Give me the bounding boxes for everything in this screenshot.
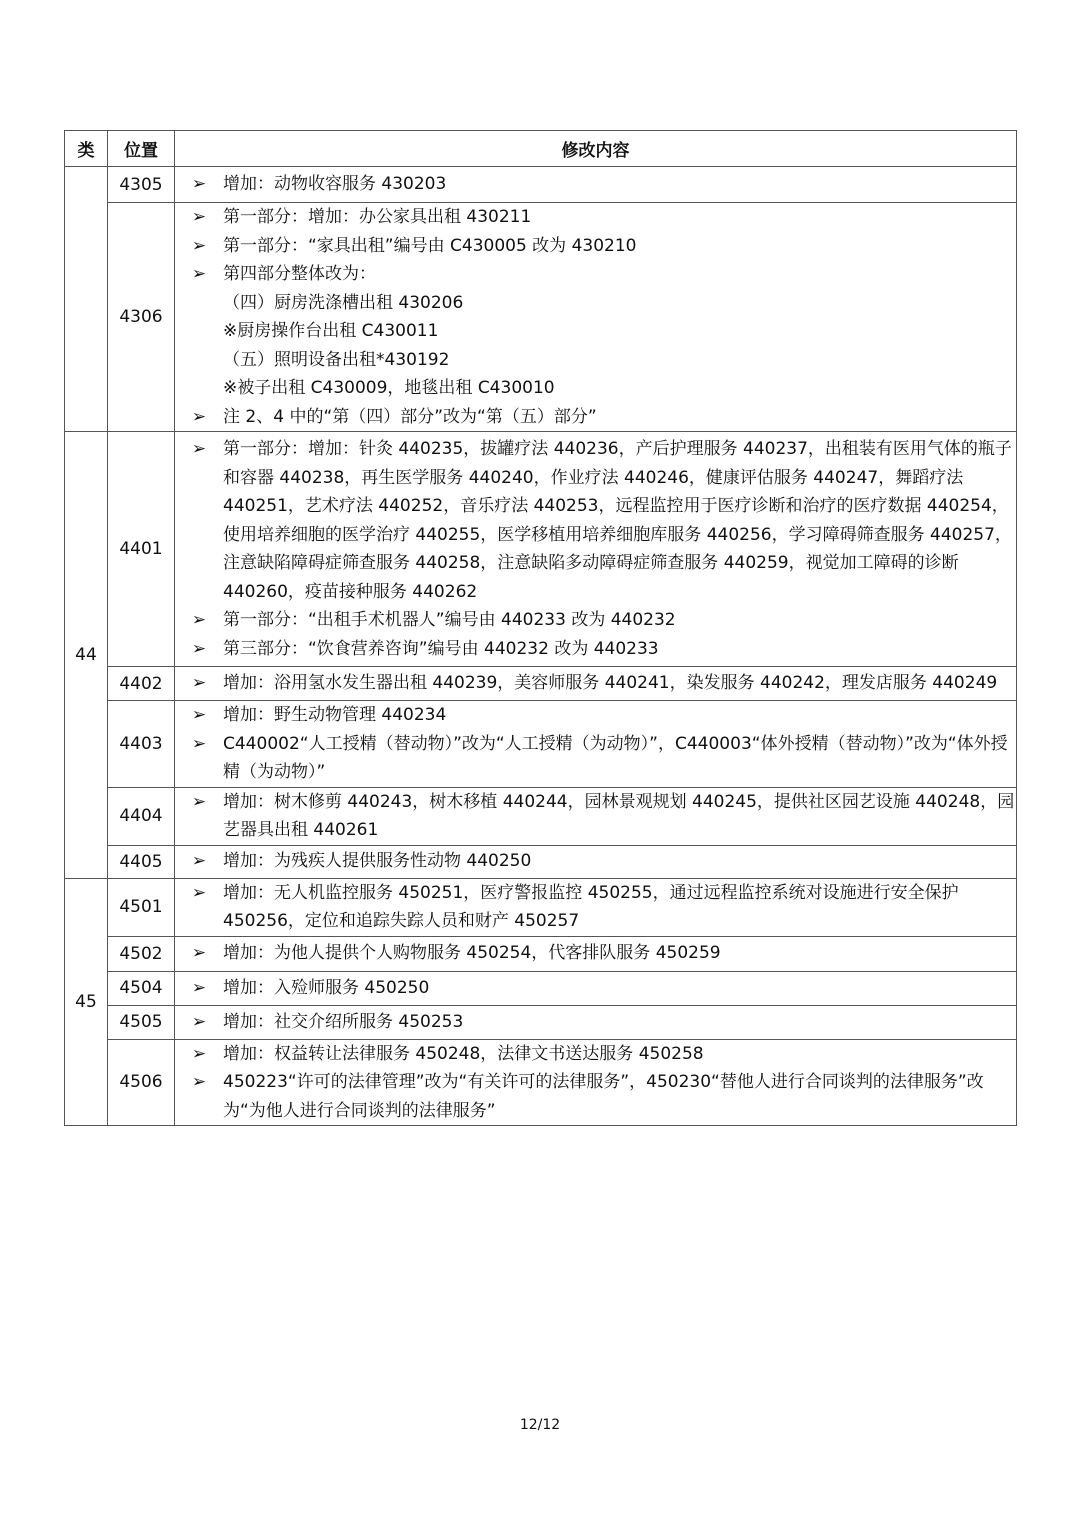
position-cell: 4506	[108, 1039, 175, 1126]
amendment-subitem: ※被子出租 C430009，地毯出租 C430010	[223, 378, 555, 398]
amendment-text: 第一部分：增加：办公家具出租 430211	[223, 207, 532, 227]
amendment-text: 注 2、4 中的“第（四）部分”改为“第（五）部分”	[223, 406, 597, 427]
table-row	[65, 1005, 1017, 1039]
arrow-bullet-icon: ➢	[191, 174, 207, 195]
arrow-bullet-icon: ➢	[191, 882, 207, 903]
arrow-bullet-icon: ➢	[191, 943, 207, 964]
content-cell	[175, 845, 1017, 878]
amendment-item	[175, 1008, 1016, 1037]
amendment-item	[175, 847, 1016, 876]
table-row	[65, 432, 1017, 667]
table-row	[65, 1039, 1017, 1126]
content-cell	[175, 787, 1017, 845]
table-body	[65, 167, 1017, 1126]
arrow-bullet-icon: ➢	[191, 1043, 207, 1064]
amendment-item	[175, 669, 1016, 698]
amendment-subitem: （四）厨房洗涤槽出租 430206	[223, 292, 464, 313]
amendment-subitem: （五）照明设备出租*430192	[223, 349, 450, 370]
amendment-text: 增加：树木修剪 440243，树木移植 440244，园林景观规划 440245，提供社区园艺设施 440248，园艺器具出租 440261	[223, 791, 1015, 840]
arrow-bullet-icon: ➢	[191, 977, 207, 998]
position-cell: 4505	[108, 1005, 175, 1039]
arrow-bullet-icon: ➢	[191, 791, 207, 812]
page-number: 12/12	[519, 1417, 561, 1433]
amendment-item	[175, 1040, 1016, 1069]
position-cell: 4306	[108, 203, 175, 432]
table-row	[65, 787, 1017, 845]
arrow-bullet-icon: ➢	[191, 733, 207, 754]
amendment-item	[175, 1068, 1016, 1125]
amendment-item	[175, 170, 1016, 199]
amendment-item	[175, 232, 1016, 261]
position-cell: 4501	[108, 878, 175, 936]
amendment-item	[175, 260, 1016, 289]
amendment-text: 增加：浴用氢水发生器出租 440239，美容师服务 440241，染发服务 440242，理发店服务 440249	[223, 673, 998, 694]
arrow-bullet-icon: ➢	[191, 1011, 207, 1032]
class-cell: 45	[65, 878, 108, 1126]
position-cell: 4401	[108, 432, 175, 667]
arrow-bullet-icon: ➢	[191, 610, 207, 630]
amendment-text: 第四部分整体改为：	[223, 264, 376, 284]
amendment-item	[175, 939, 1016, 968]
amendment-item	[175, 403, 1016, 432]
arrow-bullet-icon: ➢	[191, 851, 207, 872]
table-row	[65, 203, 1017, 432]
table-row	[65, 667, 1017, 701]
arrow-bullet-icon: ➢	[191, 638, 207, 659]
amendment-subitem: ※厨房操作台出租 C430011	[223, 321, 439, 341]
amendment-text: 增加：野生动物管理 440234	[223, 705, 447, 725]
content-cell	[175, 667, 1017, 701]
amendment-item	[175, 606, 1016, 635]
amendment-text: 增加：入殓师服务 450250	[223, 977, 430, 998]
arrow-bullet-icon: ➢	[191, 235, 207, 256]
content-cell	[175, 878, 1017, 936]
content-cell	[175, 701, 1017, 788]
amendment-item	[175, 435, 1016, 606]
amendment-item	[175, 701, 1016, 730]
table-row	[65, 167, 1017, 203]
position-cell: 4504	[108, 971, 175, 1005]
header-content: 修改内容	[175, 131, 1017, 167]
amendment-item	[175, 788, 1016, 845]
header-position: 位置	[108, 131, 175, 167]
content-cell	[175, 936, 1017, 971]
amendment-text: 增加：为残疾人提供服务性动物 440250	[223, 851, 532, 872]
arrow-bullet-icon: ➢	[191, 264, 207, 284]
amendment-text: 增加：无人机监控服务 450251，医疗警报监控 450255，通过远程监控系统对设施进行安全保护 450256，定位和追踪失踪人员和财产 450257	[223, 882, 959, 931]
amendment-item	[175, 730, 1016, 787]
amendment-table	[64, 130, 1017, 1126]
position-cell: 4502	[108, 936, 175, 971]
amendment-text: 第一部分：“出租手术机器人”编号由 440233 改为 440232	[223, 610, 676, 630]
arrow-bullet-icon: ➢	[191, 673, 207, 694]
amendment-text: 第三部分：“饮食营养咨询”编号由 440232 改为 440233	[223, 638, 659, 659]
content-cell	[175, 167, 1017, 203]
amendment-text: 第一部分：“家具出租”编号由 C430005 改为 430210	[223, 235, 637, 256]
content-cell	[175, 203, 1017, 432]
table-header-row	[65, 131, 1017, 167]
amendment-text: 增加：为他人提供个人购物服务 450254，代客排队服务 450259	[223, 943, 721, 964]
table-row	[65, 845, 1017, 878]
amendment-text: 增加：动物收容服务 430203	[223, 174, 447, 195]
amendment-text: 增加：社交介绍所服务 450253	[223, 1011, 464, 1032]
content-cell	[175, 432, 1017, 667]
position-cell: 4405	[108, 845, 175, 878]
position-cell: 4305	[108, 167, 175, 203]
amendment-text: C440002“人工授精（替动物）”改为“人工授精（为动物）”，C440003“体外授精（替动物）”改为“体外授精（为动物）”	[223, 733, 1008, 782]
amendment-item	[175, 974, 1016, 1003]
table-row	[65, 971, 1017, 1005]
arrow-bullet-icon: ➢	[191, 406, 207, 427]
arrow-bullet-icon: ➢	[191, 1072, 207, 1092]
amendment-text: 450223“许可的法律管理”改为“有关许可的法律服务”，450230“替他人进行合同谈判的法律服务”改为“为他人进行合同谈判的法律服务”	[223, 1072, 984, 1121]
position-cell: 4404	[108, 787, 175, 845]
arrow-bullet-icon: ➢	[191, 207, 207, 227]
arrow-bullet-icon: ➢	[191, 439, 207, 459]
position-cell: 4402	[108, 667, 175, 701]
table-row	[65, 701, 1017, 788]
table-row	[65, 878, 1017, 936]
amendment-item	[175, 203, 1016, 232]
amendment-text: 第一部分：增加：针灸 440235，拔罐疗法 440236，产后护理服务 440237，出租装有医用气体的瓶子和容器 440238，再生医学服务 440240，作业疗法 440246，健康评估服务 440247，舞蹈疗法 440251，艺术疗法 440252，音乐疗法 440253，远程监控用于医疗诊断和治疗的医疗数据 440254，使用培养细胞的医学治疗 440255，医学移植用培养细胞库服务 440256，学习障碍筛查服务 440257，注意缺陷障碍症筛查服务 440258，注意缺陷多动障碍症筛查服务 440259，视觉加工障碍的诊断 440260，疫苗接种服务 440262	[223, 439, 1012, 602]
content-cell	[175, 1005, 1017, 1039]
content-cell	[175, 1039, 1017, 1126]
position-cell: 4403	[108, 701, 175, 788]
amendment-text: 增加：权益转让法律服务 450248，法律文书送达服务 450258	[223, 1043, 704, 1064]
class-cell	[65, 167, 108, 432]
class-cell: 44	[65, 432, 108, 879]
header-class: 类	[65, 131, 108, 167]
table-row	[65, 936, 1017, 971]
amendment-item	[175, 635, 1016, 664]
amendment-item	[175, 879, 1016, 936]
arrow-bullet-icon: ➢	[191, 705, 207, 725]
content-cell	[175, 971, 1017, 1005]
